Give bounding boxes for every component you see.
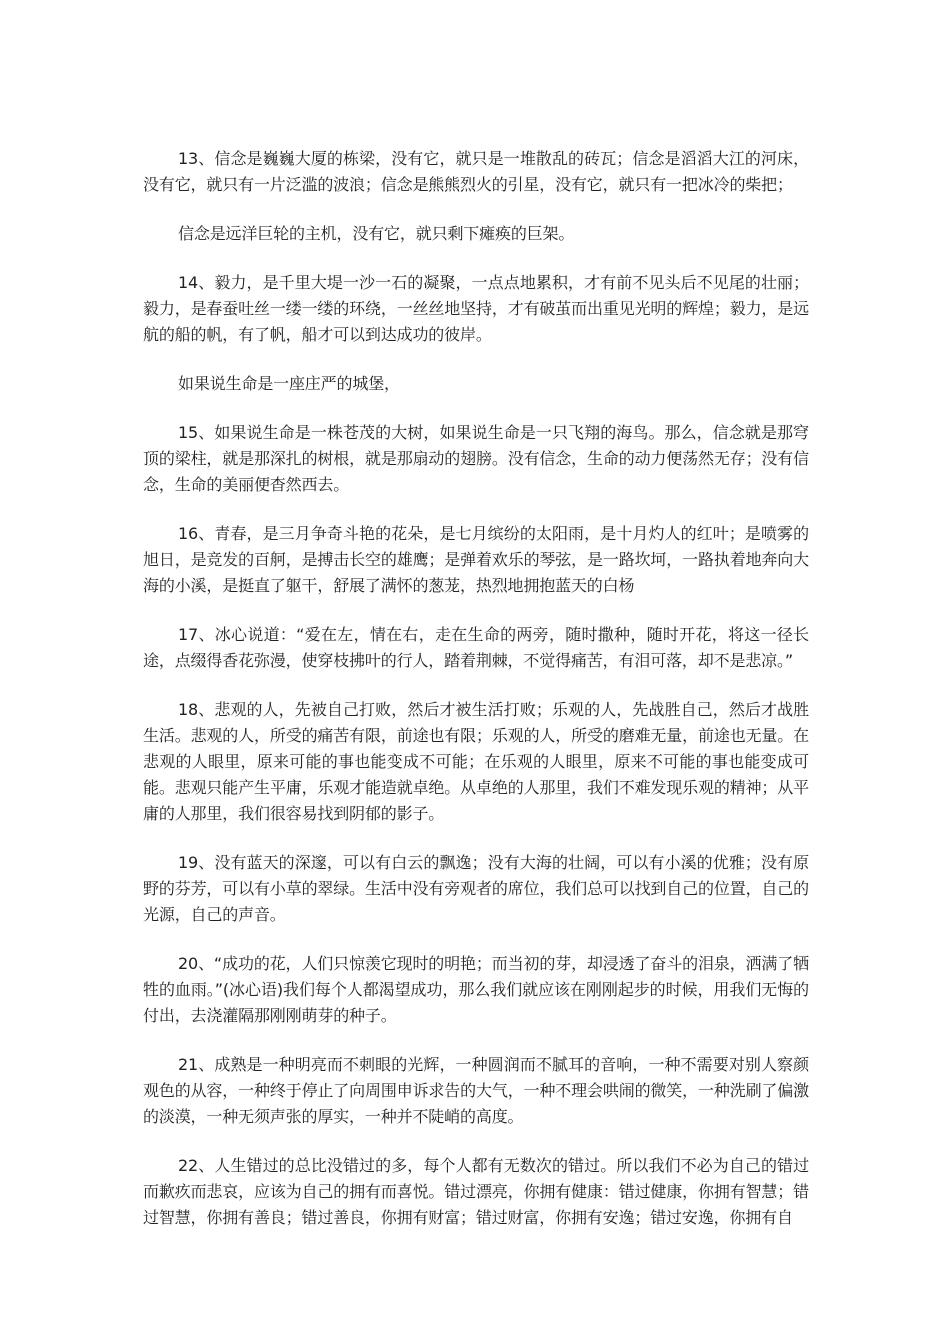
paragraph-18: 18、悲观的人，先被自己打败，然后才被生活打败；乐观的人，先战胜自己，然后才战胜生活。悲观的人，所受的痛苦有限，前途也有限；乐观的人，所受的磨难无量，前途也无量。在悲观的人眼里，原来可能的事也能变成不可能；在乐观的人眼里，原来不可能的事也能变成可能。悲观只能产生平庸，乐观才能造就卓绝。从卓绝的人那里，我们不难发现乐观的精神；从平庸的人那里，我们很容易找到阴郁的影子。 [143,700,809,823]
document-body [143,146,809,1254]
paragraph-15: 15、如果说生命是一株苍茂的大树，如果说生命是一只飞翔的海鸟。那么，信念就是那穹顶的梁柱，就是那深扎的树根，就是那扇动的翅膀。没有信念，生命的动力便荡然无存；没有信念，生命的美丽便杳然西去。 [143,423,809,494]
paragraph-17: 17、冰心说道：“爱在左，情在右，走在生命的两旁，随时撒种，随时开花，将这一径长途，点缀得香花弥漫，使穿枝拂叶的行人，踏着荆棘，不觉得痛苦，有泪可落，却不是悲凉。” [143,625,809,670]
paragraph-22: 22、人生错过的总比没错过的多，每个人都有无数次的错过。所以我们不必为自己的错过而歉疚而悲哀，应该为自己的拥有而喜悦。错过漂亮，你拥有健康：错过健康，你拥有智慧；错过智慧，你拥有善良；错过善良，你拥有财富；错过财富，你拥有安逸；错过安逸，你拥有自 [143,1156,809,1227]
paragraph-21: 21、成熟是一种明亮而不刺眼的光辉，一种圆润而不腻耳的音响，一种不需要对别人察颜观色的从容，一种终于停止了向周围申诉求告的大气，一种不理会哄闹的微笑，一种洗刷了偏激的淡漠，一种无须声张的厚实，一种并不陡峭的高度。 [143,1055,809,1126]
paragraph-13-continued: 信念是远洋巨轮的主机，没有它，就只剩下瘫痪的巨架。 [178,224,575,243]
paragraph-14-continued: 如果说生命是一座庄严的城堡， [178,374,400,393]
paragraph-13: 13、信念是巍巍大厦的栋梁，没有它，就只是一堆散乱的砖瓦；信念是滔滔大江的河床，没有它，就只有一片泛滥的波浪；信念是熊熊烈火的引星，没有它，就只有一把冰冷的柴把； [143,149,809,194]
paragraph-20: 20、“成功的花，人们只惊羡它现时的明艳；而当初的芽，却浸透了奋斗的泪泉，洒满了牺牲的血雨。”(冰心语)我们每个人都渴望成功，那么我们就应该在刚刚起步的时候，用我们无悔的付出，去浇灌隔那刚刚萌芽的种子。 [143,954,809,1025]
paragraph-16: 16、青春，是三月争奇斗艳的花朵，是七月缤纷的太阳雨，是十月灼人的红叶；是喷雾的旭日，是竞发的百舸，是搏击长空的雄鹰；是弹着欢乐的琴弦，是一路坎坷，一路执着地奔向大海的小溪，是挺直了躯干，舒展了满怀的葱茏，热烈地拥抱蓝天的白杨 [143,524,809,595]
paragraph-19: 19、没有蓝天的深邃，可以有白云的飘逸；没有大海的壮阔，可以有小溪的优雅；没有原野的芬芳，可以有小草的翠绿。生活中没有旁观者的席位，我们总可以找到自己的位置，自己的光源，自己的声音。 [143,853,809,924]
paragraph-14: 14、毅力，是千里大堤一沙一石的凝聚，一点点地累积，才有前不见头后不见尾的壮丽；毅力，是春蚕吐丝一缕一缕的环绕，一丝丝地坚持，才有破茧而出重见光明的辉煌；毅力，是远航的船的帆，有了帆，船才可以到达成功的彼岸。 [143,273,809,344]
